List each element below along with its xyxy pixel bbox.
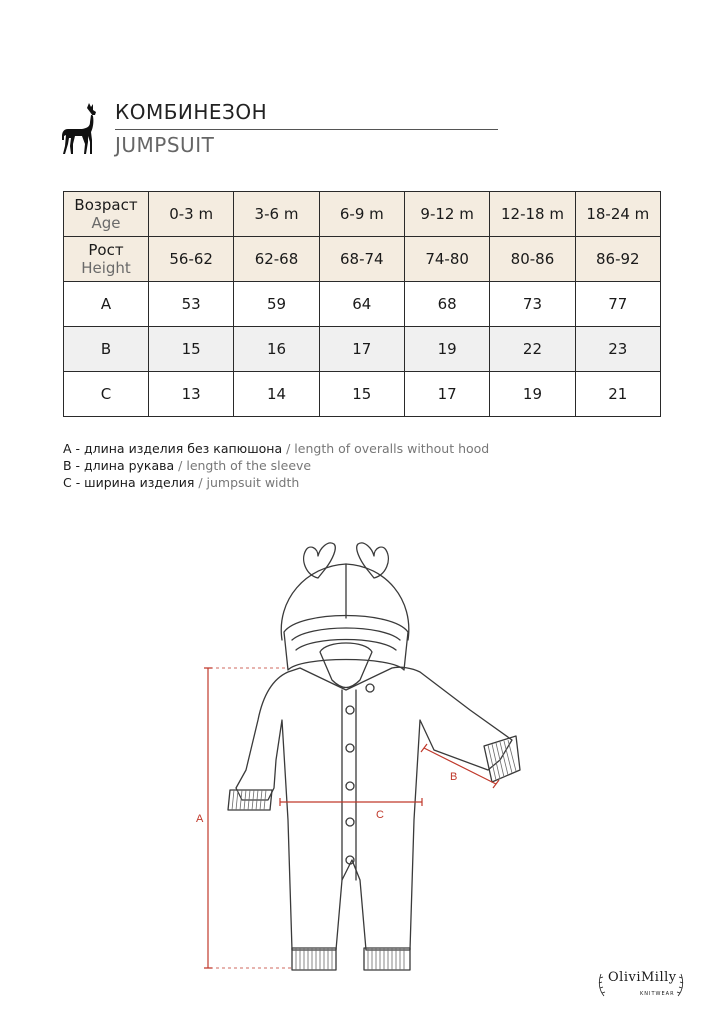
legend-item-c xyxy=(63,475,299,490)
legend-ru: A - длина изделия без капюшона xyxy=(63,441,283,456)
table-cell: 59 xyxy=(234,282,319,327)
measure-a-label: A xyxy=(196,813,204,825)
table-cell: 17 xyxy=(404,372,489,417)
table-cell: 16 xyxy=(234,327,319,372)
table-row-height xyxy=(64,237,661,282)
left-leg-cuff xyxy=(292,948,336,970)
table-cell: 14 xyxy=(234,372,319,417)
height-label-cell xyxy=(64,237,149,282)
deer-icon xyxy=(60,102,104,156)
age-cell: 9-12 m xyxy=(404,192,489,237)
table-row-c xyxy=(64,372,661,417)
left-antler xyxy=(304,543,336,578)
table-row-b xyxy=(64,327,661,372)
height-label-ru: Рост xyxy=(88,241,124,259)
brand-name: OliviMilly xyxy=(608,970,677,985)
right-cuff xyxy=(484,736,520,782)
legend-separator: / xyxy=(194,475,207,490)
legend-ru: C - ширина изделия xyxy=(63,475,195,490)
legend-separator: / xyxy=(282,441,295,456)
title-ru: КОМБИНЕЗОН xyxy=(115,100,268,124)
right-leg-cuff xyxy=(364,948,410,970)
table-cell: 64 xyxy=(319,282,404,327)
table-row-age xyxy=(64,192,661,237)
title-en: JUMPSUIT xyxy=(115,133,215,157)
row-label: C xyxy=(64,372,149,417)
table-cell: 13 xyxy=(149,372,234,417)
height-cell: 62-68 xyxy=(234,237,319,282)
table-cell: 15 xyxy=(149,327,234,372)
age-cell: 6-9 m xyxy=(319,192,404,237)
table-row-a xyxy=(64,282,661,327)
body-outline xyxy=(236,667,512,950)
age-cell: 3-6 m xyxy=(234,192,319,237)
age-cell: 0-3 m xyxy=(149,192,234,237)
table-cell: 77 xyxy=(575,282,660,327)
table-cell: 22 xyxy=(490,327,575,372)
age-label-ru: Возраст xyxy=(74,196,138,214)
legend-en: length of overalls without hood xyxy=(294,441,490,456)
table-cell: 19 xyxy=(404,327,489,372)
buttons xyxy=(346,684,374,864)
legend-item-a xyxy=(63,441,489,456)
height-cell: 86-92 xyxy=(575,237,660,282)
measure-b-label: B xyxy=(450,771,458,783)
table-cell: 73 xyxy=(490,282,575,327)
legend-en: length of the sleeve xyxy=(186,458,312,473)
age-cell: 18-24 m xyxy=(575,192,660,237)
height-cell: 68-74 xyxy=(319,237,404,282)
height-cell: 80-86 xyxy=(490,237,575,282)
measure-c-label: C xyxy=(376,809,384,821)
age-cell: 12-18 m xyxy=(490,192,575,237)
size-table xyxy=(63,191,661,417)
height-label-en: Height xyxy=(81,259,131,277)
row-label: B xyxy=(64,327,149,372)
age-label-en: Age xyxy=(91,214,121,232)
table-cell: 53 xyxy=(149,282,234,327)
height-cell: 56-62 xyxy=(149,237,234,282)
age-label-cell xyxy=(64,192,149,237)
height-cell: 74-80 xyxy=(404,237,489,282)
table-cell: 15 xyxy=(319,372,404,417)
brand-tagline: KNITWEAR xyxy=(640,991,675,997)
table-cell: 23 xyxy=(575,327,660,372)
title-divider xyxy=(115,129,498,130)
row-label: A xyxy=(64,282,149,327)
right-antler xyxy=(357,543,389,578)
table-cell: 19 xyxy=(490,372,575,417)
table-cell: 21 xyxy=(575,372,660,417)
jumpsuit-diagram xyxy=(180,530,540,980)
legend-ru: B - длина рукава xyxy=(63,458,175,473)
legend-item-b xyxy=(63,458,311,473)
legend-en: jumpsuit width xyxy=(206,475,300,490)
table-cell: 17 xyxy=(319,327,404,372)
legend-separator: / xyxy=(174,458,187,473)
table-cell: 68 xyxy=(404,282,489,327)
